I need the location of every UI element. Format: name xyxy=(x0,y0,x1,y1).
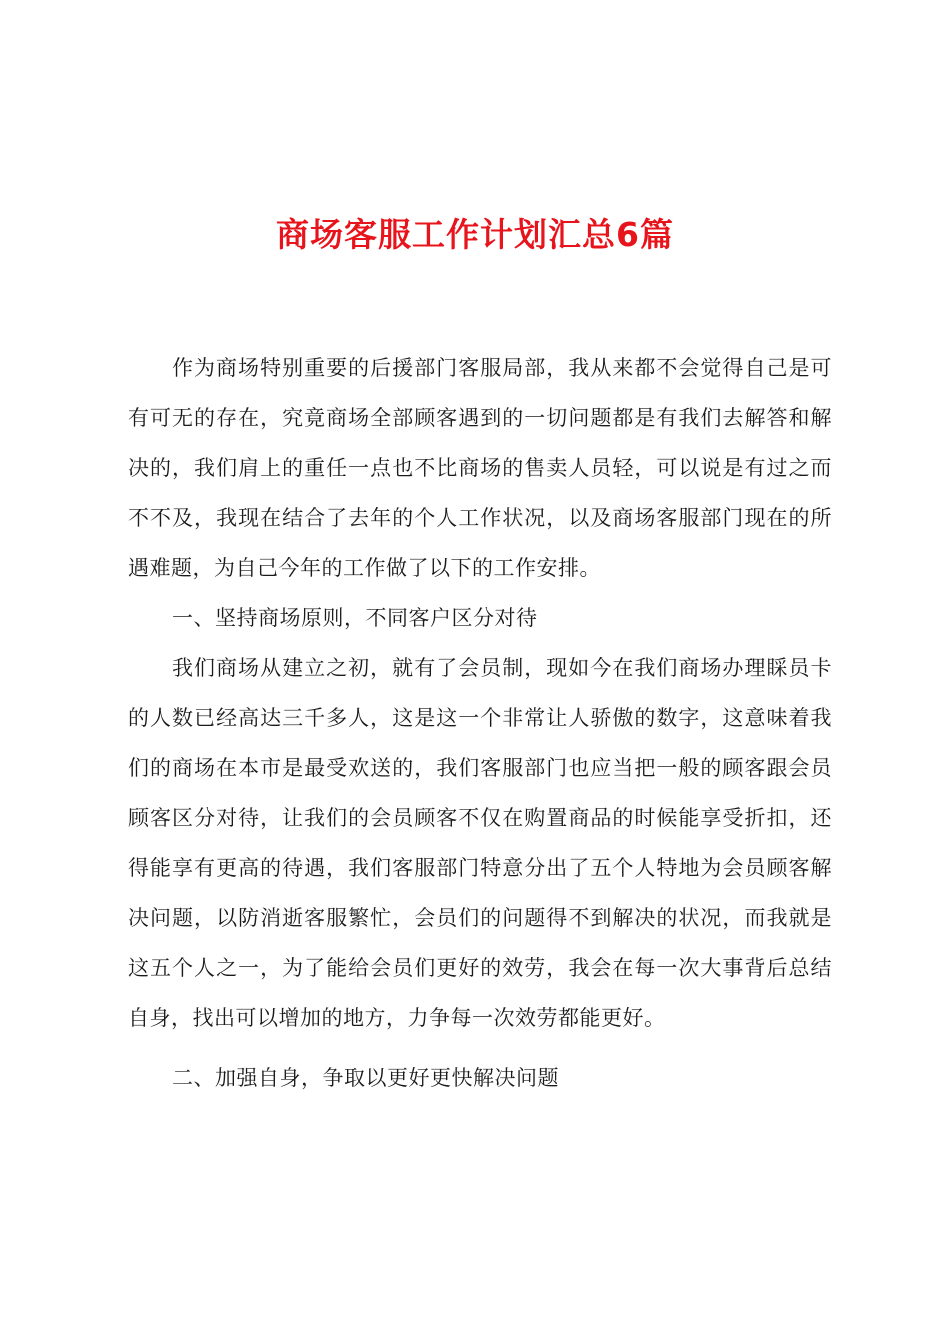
document-title: 商场客服工作计划汇总6篇 xyxy=(276,215,674,254)
section-1-paragraph: 我们商场从建立之初，就有了会员制，现如今在我们商场办理睬员卡的人数已经高达三千多人，这是这一个非常让人骄傲的数字，这意味着我们的商场在本市是最受欢送的，我们客服部门也应当把一般的顾客跟会员顾客区分对待，让我们的会员顾客不仅在购置商品的时候能享受折扣，还得能享有更高的待遇，我们客服部门特意分出了五个人特地为会员顾客解决问题，以防消逝客服繁忙，会员们的问题得不到解决的状况，而我就是这五个人之一，为了能给会员们更好的效劳，我会在每一次大事背后总结自身，找出可以增加的地方，力争每一次效劳都能更好。 xyxy=(128,656,832,1030)
intro-paragraph: 作为商场特别重要的后援部门客服局部，我从来都不会觉得自己是可有可无的存在，究竟商场全部顾客遇到的一切问题都是有我们去解答和解决的，我们肩上的重任一点也不比商场的售卖人员轻，可以说是有过之而不不及，我现在结合了去年的个人工作状况，以及商场客服部门现在的所遇难题，为自己今年的工作做了以下的工作安排。 xyxy=(128,356,832,580)
section-heading-2: 二、加强自身，争取以更好更快解决问题 xyxy=(172,1066,559,1090)
section-heading-1: 一、坚持商场原则，不同客户区分对待 xyxy=(172,606,538,630)
document-body xyxy=(128,343,832,1103)
